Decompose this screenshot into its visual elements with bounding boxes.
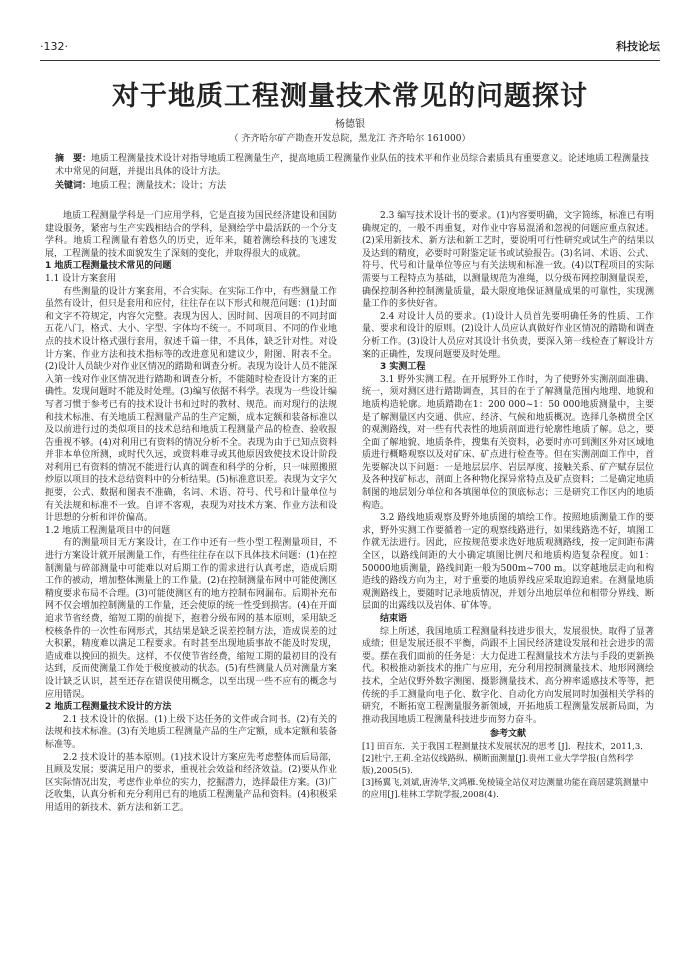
paragraph: 2.4 对设计人员的要求。(1)设计人员首先要明确任务的性质、工作量、要求和设计的原则。(2)设计人员应认真做好作业区情况的踏勘和调查分析工作。(3)设计人员应对其设计书负责，要深入第一线检查了解设计方案的正确性，发现问题要及时处理。 (362, 311, 654, 360)
right-column (362, 210, 654, 801)
paragraph: 2.1 技术设计的依据。(1)上级下达任务的文件或合同书。(2)有关的法规和技术标准。(3)有关地质工程测量产品的生产定额，成本定额和装备标准等。 (45, 714, 337, 750)
paragraph: 有些测量的设计方案套用，不合实际。在实际工作中，有些测量工作虽然有设计，但只是套用和应付，往往存在以下形式和规范问题：(1)封面和文字不符规定，内容欠完整。表现为因人、因时间、因项目的不同封面五花八门，格式、大小、字型、字体均不统一。不同项目、不同的作业地点的技术设计格式强行套用，叙述千篇一律，不具体，缺乏针对性。对设计方案、作业方法和技术指标等的改进意见和建议少，附图、附表不全。(2)设计人员缺少对作业区情况的踏勘和调查分析。表现为设计人员不能深入第一线对作业区情况进行踏勘和调查分析，不能随时检查设计方案的正确性。发现问题时不能及时处理。(3)编写依据不科学。表现为一些设计编写者习惯于参考已有的技术设计书和过时的教材、规范。而对现行的法规和技术标准、有关地质工程测量产品的生产定额，成本定额和装备标准以及以前进行过的类似项目的技术总结和地质工程测量产品的检查、验收报告重视不够。(4)对利用已有资料的情况分析不全。表现为由于已知点资料并非本单位所测，或时代久远，或资料难寻或其他原因致使技术设计阶段对利用已有资料的情况不能进行认真的调查和科学的分析，只一味照搬照炒原以项目的技术总结资料中的分析结果。(5)标准意识差。表现为文字欠扼要，公式、数据和图表不准确，名词、术语、符号、代号和计量单位与有关法规和标准不一致。自评不客观，表现为对技术方案、作业方法和设计思想的分析和评价偏高。 (45, 286, 337, 524)
paragraph: 2.2 技术设计的基本原则。(1)技术设计方案应先考虑整体而后局部，且顾及发展；要满足用户的要求，重视社会效益和经济效益。(2)要从作业区实际情况出发，考虑作业单位的实力，挖掘潜力，选择最佳方案。(3)广泛收集，认真分析和充分利用已有的地质工程测量产品和资料。(4)积极采用适用的新技术、新方法和新工艺。 (45, 752, 337, 813)
article-author: 杨德银 (335, 119, 365, 130)
right-column-body (362, 210, 654, 726)
header-rule (40, 60, 660, 61)
section-heading: 1 地质工程测量技术常见的问题 (45, 261, 172, 272)
page-number: ·132· (40, 40, 68, 53)
paragraph: 2.3 编写技术设计书的要求。(1)内容要明确，文字简练，标准已有明确规定的，一般不再重复，对作业中容易混淆和忽视的问题应重点叙述。(2)采用新技术、新方法和新工艺时，要说明可行性研究或试生产的结果以及达到的精度，必要时可附鉴定证书或试验报告。(3)名词、术语、公式、符号、代号和计量单位等应与有关法规和标准一致。(4)以T程项目的实际需要与工程特点为基础，以测量规范为准绳，以分级布网控制测量误差，确保控制各种控制测量质量，最大限度地保证测量成果的可靠性，实现测量工作的多快好省。 (362, 211, 654, 310)
article-title: 对于地质工程测量技术常见的问题探讨 (112, 81, 588, 112)
paragraph: 综上所述，我国地质工程测量科技进步很大，发展很快。取得了显著成绩；但是发展还很不平衡，尚跟不上国民经济建设发展和社会进步的需要。摆在我们面前的任务是：大力促进工程测量技术方法与手段的更新换代。积极推动新技术的推广与应用，充分利用控制测量技术、地形网测绘技术，全站仪野外数字测图、摄影测量技术、高分辨率遥感技术等等，把传统的手工测量向电子化、数字化、自动化方向发展同时加强相关学科的研究，不断拓宽工程测量服务新领域，开拓地质工程测量发展新局面，为推动我国地质工程测量科技进步而努力奋斗。 (362, 626, 654, 725)
section-heading: 2 地质工程测量技术设计的方法 (45, 702, 172, 713)
abstract (55, 153, 655, 179)
abstract-label: 摘 要： (55, 154, 92, 164)
section-heading: 结束语 (380, 614, 408, 624)
paragraph: 3.1 野外实测工程。在开展野外工作时，为了使野外实测剖面准确、统一，须对测区进行踏勘调查，其目的在于了解测量范围内地理、地貌和地质构造轮廓。地质踏勘在1：200 000~1：50 000地质测量中，主要是了解测量区内交通、供应、经济、气候和地质概况。选择几条横贯全区的观测路线，对一些有代表性的地质剖面进行轮廓性地质了解。总之，要全面了解地貌、地质条件，搜集有关资料，必要时亦可到测区外对区域地质进行概略观察以及对矿床、矿点进行检查等。但在实测剖面工作中，首先要解决以下问题：一是地层层序、岩层厚度、接触关系、矿产赋存层位及各种找矿标志，剖面上各种物化探异常特点及矿点资料；二是确定地质制图的地层划分单位和各填图单位的顶底标志；三是研究工作区内的地质构造。 (362, 374, 654, 511)
keywords-text: 地质工程；测量技术；设计；方法 (91, 181, 227, 191)
subsection-heading: 1.1 设计方案套用 (45, 273, 117, 284)
running-header (40, 36, 660, 56)
paragraph: 有的测量项目无方案设计，在工作中还有一些小型工程测量项目，不进行方案设计就开展测量工作，有些往往存在以下具体技术问题：(1)在控制测量与碎部测量中可能难以对后期工作的需求进行认真考虑，造成后期工作的被动，增加整体测量上的工作量。(2)在控制测量布网中可能使测区精度要求布局不合理。(3)可能使测区有的地方控制布网漏布。后期补充布网不仅会增加控制测量的工作量，还会使原的统一性受到损害。(4)在开面追求节省经费，缩短工期的前提下，抱着分级布网的基本原则，采用缺乏校核条件的一次性布网形式，其结果是缺乏误差控制方法，造成误差的过大积累，精度难以满足工程要求。有时甚至出现地质事故不能及时发现，造成难以挽回的损失。这样，不仅使节省经费，缩短工期的最初目的没有达到，反而使测量工作处于极度被动的状态。(5)有些测量人员对测量方案设计缺乏认识，甚至还存在错误使用概念，以至出现一些不应有的概念与应用错误。 (45, 538, 337, 700)
reference-item: [1] 田百东．关于我国工程测量技术发展状况的思考 [J]．程技术，2011,3． (362, 741, 649, 752)
article-affiliation: （ 齐齐哈尔矿产勘查开发总院，黑龙江 齐齐哈尔 161000） (229, 134, 471, 144)
subsection-heading: 1.2 地质工程测量项目中的问题 (45, 525, 171, 536)
journal-name: 科技论坛 (616, 40, 660, 53)
keywords-label: 关键词： (55, 181, 92, 191)
reference-item: [3]杨翼飞,刘斌,唐涛华,文鸿雁.免棱镜全站仪对边测量功能在商居建筑测量中的应用[J].桂林工学院学报,2008(4). (362, 777, 649, 800)
reference-item: [2]杜宁,王莉.全站仪线路纵、横断面测量[J].贵州工业大学学报(自然科学版),2005(5). (362, 753, 634, 776)
abstract-text: 地质工程测量技术设计对指导地质工程测量生产，提高地质工程测量作业队伍的技术平和作业员综合素质具有重要意义。论述地质工程测量技术中常见的问题，并提出具体的设计方法。 (55, 154, 650, 177)
keywords (55, 180, 655, 193)
left-column (45, 210, 337, 815)
references-list (362, 741, 654, 801)
section-heading: 3 实测工程 (380, 362, 426, 373)
paragraph: 3.2 路线地质观察及野外地质图的填绘工作。按照地质测量工作的要求，野外实测工作要循着一定的观察线路进行，如果线路选不好，填图工作就无法进行。因此，应按规范要求选好地质观测路线，按一定间距布满全区，以路线间距的大小确定填图比例尺和地质构造复杂程度。如1：50000地质测量，路线间距一般为500m~700 m。以穿越地层走向和构造线的路线方向为主，对于重要的地质界线应采取追踪追索。在测量地质观测路线上，要随时记录地质情况，并划分出地层单位和相带分界线、断层面的出露线以及岩体、矿体等。 (362, 513, 654, 612)
references-heading: 参考文献 (489, 729, 526, 740)
paragraph: 地质工程测量学科是一门应用学科，它是直接为国民经济建设和国防建设服务，紧密与生产实践相结合的学科，是测绘学中最活跃的一个分支学科。地质工程测量有着悠久的历史，近年来，随着测绘科技的飞速发展，工程测量的技术面貌发生了深刻的变化，并取得很大的成就。 (45, 211, 337, 259)
